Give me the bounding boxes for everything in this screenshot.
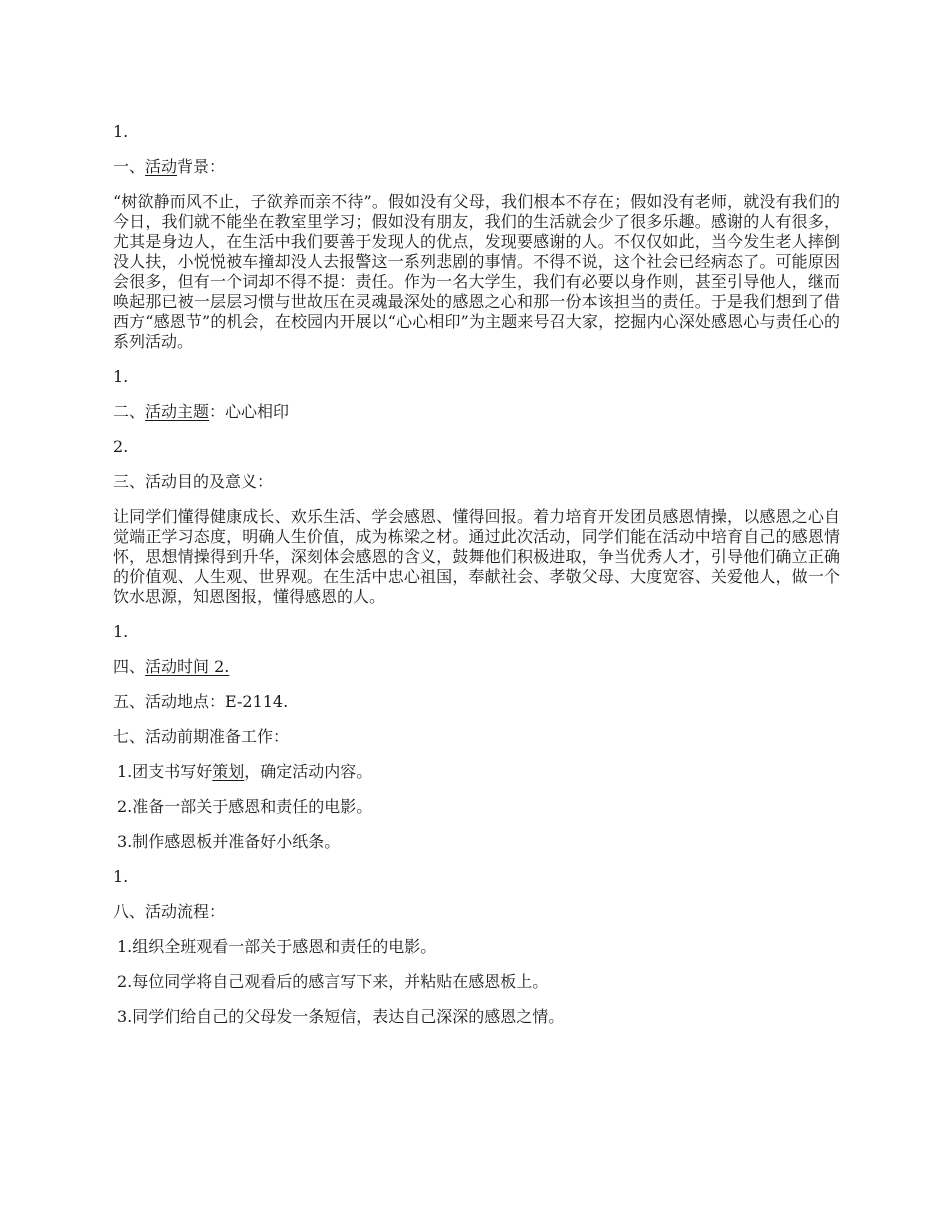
time-heading (113, 657, 840, 677)
background-heading-suffix: 背景： (177, 157, 226, 176)
activity-time-link[interactable]: 活动时间 2. (145, 657, 230, 676)
background-heading-prefix: 一、 (113, 157, 146, 176)
background-heading (113, 157, 840, 177)
prep-item-3: 3.制作感恩板并准备好小纸条。 (117, 832, 341, 851)
prep-heading: 七、活动前期准备工作： (113, 727, 290, 746)
section-number: 2. (113, 437, 129, 456)
flow-item-2: 2.每位同学将自己观看后的感言写下来，并粘贴在感恩板上。 (117, 972, 549, 991)
background-paragraph: “树欲静而风不止，子欲养而亲不待”。假如没有父母，我们根本不存在；假如没有老师，就没有我们的今日，我们就不能坐在教室里学习；假如没有朋友，我们的生活就会少了很多乐趣。感谢的人有很多，尤其是身边人，在生活中我们要善于发现人的优点，发现要感谢的人。不仅仅如此，当今发生老人摔倒没人扶，小悦悦被车撞却没人去报警这一系列悲剧的事情。不得不说，这个社会已经病态了。可能原因会很多，但有一个词却不得不提：责任。作为一名大学生，我们有必要以身作则，甚至引导他人，继而唤起那已被一层层习惯与世故压在灵魂最深处的感恩之心和那一份本该担当的责任。于是我们想到了借西方“感恩节”的机会，在校园内开展以“心心相印”为主题来号召大家，挖掘内心深处感恩心与责任心的系列活动。 (113, 192, 840, 351)
prep-item-1 (113, 762, 840, 782)
document-page (113, 122, 840, 1027)
prep-item-1-prefix: 1.团支书写好 (117, 762, 213, 781)
section-number: 1. (113, 622, 129, 641)
time-heading-prefix: 四、 (113, 657, 146, 676)
purpose-paragraph: 让同学们懂得健康成长、欢乐生活、学会感恩、懂得回报。着力培育开发团员感恩情操，以感恩之心自觉端正学习态度，明确人生价值，成为栋梁之材。通过此次活动，同学们能在活动中培育自己的感恩情怀，思想情操得到升华，深刻体会感恩的含义，鼓舞他们积极进取，争当优秀人才，引导他们确立正确的价值观、人生观、世界观。在生活中忠心祖国，奉献社会、孝敬父母、大度宽容、关爱他人，做一个饮水思源，知恩图报，懂得感恩的人。 (113, 507, 840, 606)
theme-heading (113, 402, 840, 422)
flow-item-1: 1.组织全班观看一部关于感恩和责任的电影。 (117, 937, 437, 956)
flow-item-3: 3.同学们给自己的父母发一条短信，表达自己深深的感恩之情。 (117, 1007, 565, 1026)
section-number: 1. (113, 367, 129, 386)
theme-heading-prefix: 二、 (113, 402, 146, 421)
section-number: 1. (113, 122, 129, 141)
plan-link[interactable]: 策划 (212, 762, 245, 781)
location-heading: 五、活动地点：E-2114. (113, 692, 289, 711)
prep-item-1-suffix: ，确定活动内容。 (244, 762, 373, 781)
flow-heading: 八、活动流程： (113, 902, 226, 921)
prep-item-2: 2.准备一部关于感恩和责任的电影。 (117, 797, 373, 816)
activity-link[interactable]: 活动 (145, 157, 178, 176)
purpose-heading: 三、活动目的及意义： (113, 472, 274, 491)
theme-heading-suffix: ：心心相印 (209, 402, 290, 421)
section-number: 1. (113, 867, 129, 886)
activity-theme-link[interactable]: 活动主题 (145, 402, 210, 421)
